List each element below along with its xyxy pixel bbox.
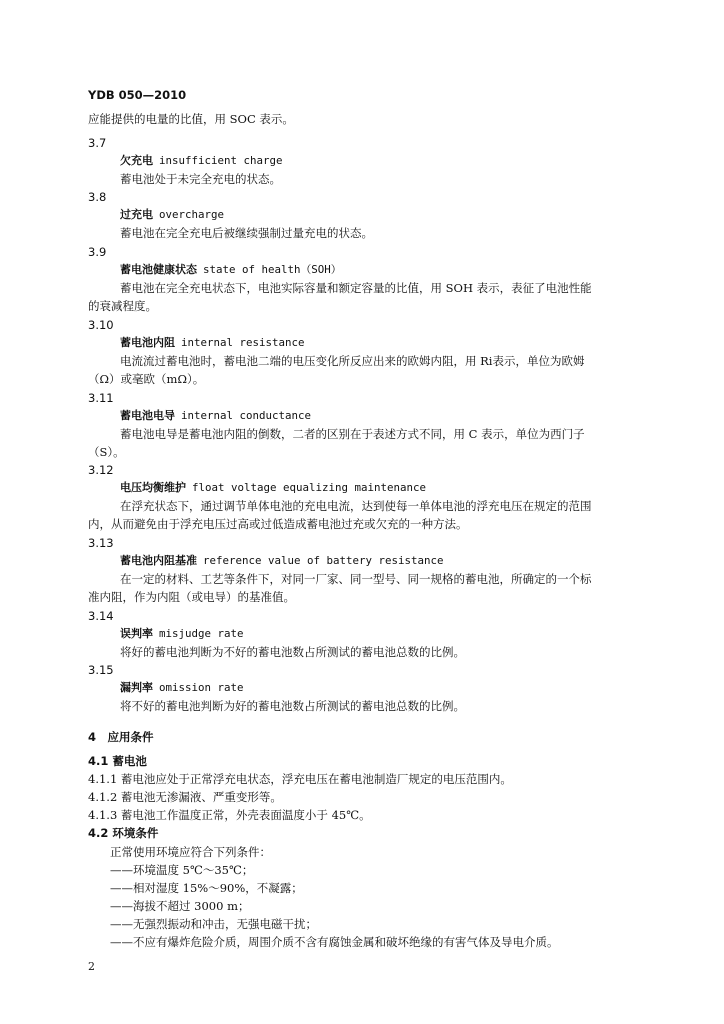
subsection-4-1-title: 4.1 蓄电池	[88, 754, 147, 768]
term-title	[120, 481, 426, 495]
term-title	[120, 409, 311, 423]
condition-item: ——环境温度 5℃～35℃；	[110, 863, 254, 877]
term-number: 3.13	[88, 536, 114, 550]
term-definition-line: 在一定的材料、工艺等条件下，对同一厂家、同一型号、同一规格的蓄电池，所确定的一个标	[120, 572, 592, 586]
term-title	[120, 681, 244, 695]
term-english: overcharge	[159, 208, 225, 221]
condition-item: ——不应有爆炸危险介质，周围介质不含有腐蚀金属和破坏绝缘的有害气体及导电介质。	[110, 935, 559, 949]
term-definition-line: 蓄电池在完全充电状态下，电池实际容量和额定容量的比值，用 SOH 表示，表征了电池性能	[120, 281, 592, 295]
section-4-title: 4 应用条件	[88, 730, 154, 744]
term-english: reference value of battery resistance	[203, 554, 444, 567]
term-number: 3.10	[88, 318, 114, 332]
document-header: YDB 050—2010	[88, 88, 187, 102]
term-english: internal resistance	[181, 336, 305, 349]
term-definition-line: 蓄电池处于未完全充电的状态。	[120, 172, 281, 186]
term-definition-line: 将好的蓄电池判断为不好的蓄电池数占所测试的蓄电池总数的比例。	[120, 645, 465, 659]
clause-4-1-2: 4.1.2 蓄电池无渗漏液、严重变形等。	[88, 790, 282, 804]
term-definition-line: 的衰减程度。	[88, 299, 157, 313]
condition-item: ——海拔不超过 3000 m；	[110, 899, 250, 913]
term-definition-line: 将不好的蓄电池判断为好的蓄电池数占所测试的蓄电池总数的比例。	[120, 699, 465, 713]
term-number: 3.11	[88, 391, 114, 405]
condition-item: ——无强烈振动和冲击，无强电磁干扰；	[110, 917, 317, 931]
term-definition-line: 内，从而避免由于浮充电压过高或过低造成蓄电池过充或欠充的一种方法。	[88, 517, 468, 531]
term-chinese: 欠充电	[120, 154, 153, 167]
term-number: 3.12	[88, 463, 114, 477]
term-number: 3.8	[88, 190, 107, 204]
term-chinese: 过充电	[120, 208, 153, 221]
term-english: internal conductance	[181, 409, 312, 422]
term-title	[120, 208, 224, 222]
condition-item: ——相对湿度 15%～90%，不凝露；	[110, 881, 303, 895]
continuation-line: 应能提供的电量的比值，用 SOC 表示。	[88, 112, 294, 126]
term-english: float voltage equalizing maintenance	[192, 481, 427, 494]
term-english: omission rate	[159, 681, 244, 694]
term-number: 3.9	[88, 245, 107, 259]
term-chinese: 蓄电池内阻	[120, 336, 175, 349]
term-chinese: 电压均衡维护	[120, 481, 186, 494]
term-chinese: 蓄电池健康状态	[120, 263, 197, 276]
page-number: 2	[88, 960, 95, 973]
term-number: 3.15	[88, 663, 114, 677]
term-title	[120, 554, 444, 568]
term-chinese: 漏判率	[120, 681, 153, 694]
term-definition-line: 蓄电池电导是蓄电池内阻的倒数，二者的区别在于表述方式不同，用 C 表示，单位为西门子	[120, 427, 585, 441]
term-definition-line: 在浮充状态下，通过调节单体电池的充电电流，达到使每一单体电池的浮充电压在规定的范围	[120, 499, 592, 513]
clause-4-1-3: 4.1.3 蓄电池工作温度正常，外壳表面温度小于 45℃。	[88, 808, 371, 822]
term-chinese: 蓄电池内阻基准	[120, 554, 197, 567]
term-english: insufficient charge	[159, 154, 283, 167]
term-english: misjudge rate	[159, 627, 244, 640]
term-definition-line: 蓄电池在完全充电后被继续强制过量充电的状态。	[120, 226, 373, 240]
term-number: 3.7	[88, 136, 107, 150]
term-definition-line: （S）。	[88, 445, 125, 459]
term-title	[120, 627, 244, 641]
subsection-4-2-title: 4.2 环境条件	[88, 826, 159, 840]
term-title	[120, 154, 283, 168]
term-number: 3.14	[88, 609, 114, 623]
clause-4-1-1: 4.1.1 蓄电池应处于正常浮充电状态，浮充电压在蓄电池制造厂规定的电压范围内。	[88, 772, 512, 786]
term-definition-line: 准内阻，作为内阻（或电导）的基准值。	[88, 590, 295, 604]
term-title	[120, 263, 342, 277]
term-chinese: 误判率	[120, 627, 153, 640]
conditions-intro: 正常使用环境应符合下列条件：	[110, 845, 271, 859]
term-title	[120, 336, 305, 350]
term-english: state of health（SOH）	[203, 263, 342, 276]
term-definition-line: 电流流过蓄电池时，蓄电池二端的电压变化所反应出来的欧姆内阻，用 Ri表示，单位为欧姆	[120, 354, 585, 368]
term-chinese: 蓄电池电导	[120, 409, 175, 422]
term-definition-line: （Ω）或毫欧（mΩ）。	[88, 372, 205, 386]
